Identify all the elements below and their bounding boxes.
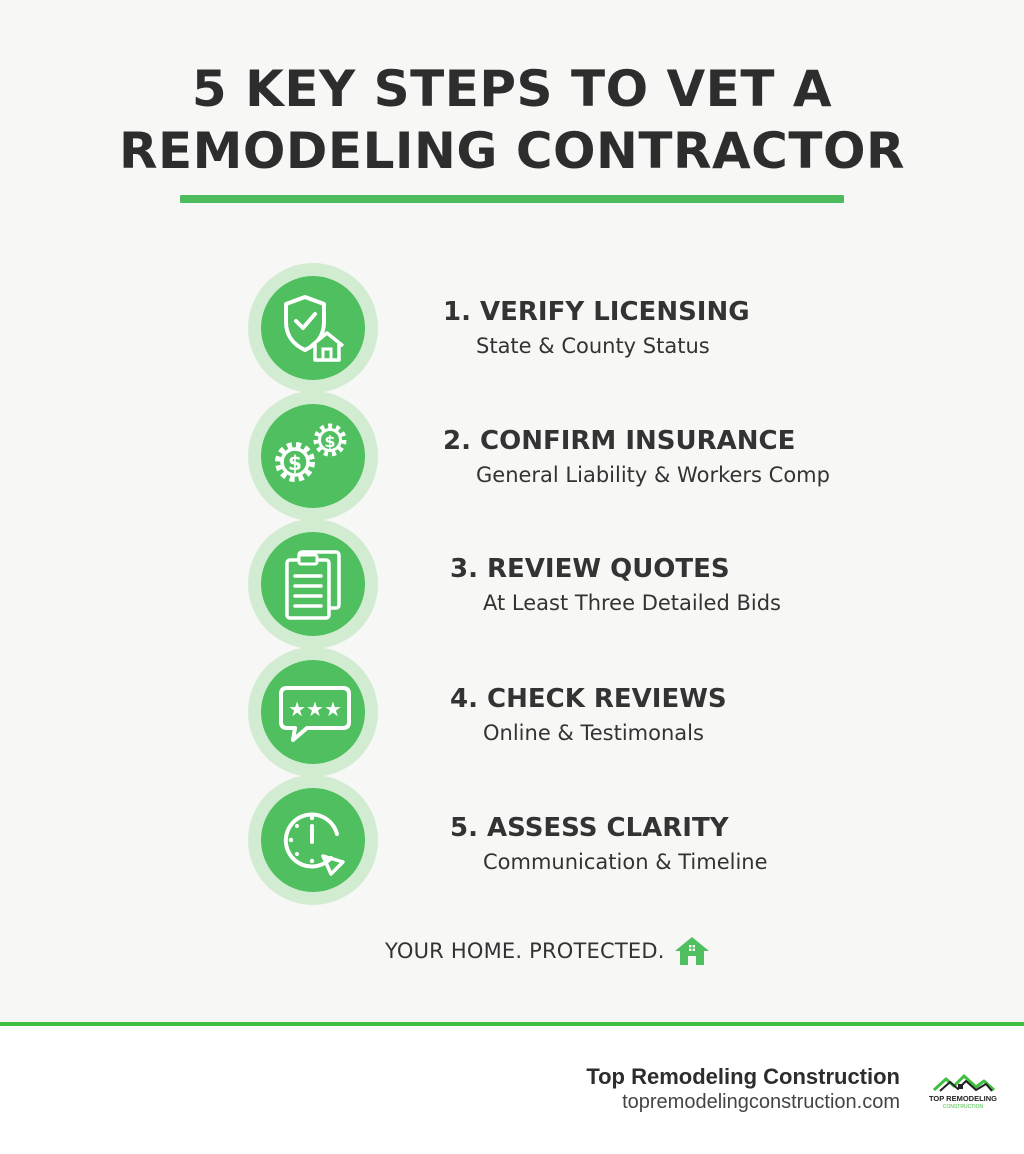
step-4 (450, 683, 870, 747)
step-4-title: 4. CHECK REVIEWS (450, 684, 727, 714)
title-line-1: 5 KEY STEPS TO VET A (191, 60, 833, 118)
step-1 (443, 296, 863, 360)
step-5-badge (248, 775, 378, 905)
step-2-subtitle: General Liability & Workers Comp (476, 463, 830, 487)
clipboard-document-icon (261, 532, 365, 636)
title-line-2: REMODELING CONTRACTOR (119, 122, 905, 180)
tagline-text: YOUR HOME. PROTECTED. (385, 939, 665, 963)
company-info (586, 1064, 900, 1114)
step-2 (443, 425, 863, 489)
dollar-gears-icon (261, 404, 365, 508)
step-3-subtitle: At Least Three Detailed Bids (483, 591, 781, 615)
step-4-badge (248, 647, 378, 777)
step-2-badge (248, 391, 378, 521)
step-3-title: 3. REVIEW QUOTES (450, 554, 730, 584)
svg-text:★★★: ★★★ (288, 697, 342, 721)
tagline (385, 934, 711, 968)
step-1-title: 1. VERIFY LICENSING (443, 297, 750, 327)
logo-line-1: TOP REMODELING (928, 1094, 998, 1103)
company-website[interactable]: topremodelingconstruction.com (622, 1091, 900, 1113)
footer-divider (0, 1022, 1024, 1026)
step-3 (450, 553, 870, 617)
logo-line-2: CONSTRUCTION (942, 1104, 984, 1110)
step-4-subtitle: Online & Testimonals (483, 721, 704, 745)
clock-arrow-icon (261, 788, 365, 892)
company-logo (928, 1070, 998, 1110)
step-1-badge (248, 263, 378, 393)
step-5-title: 5. ASSESS CLARITY (450, 813, 729, 843)
title-underline (180, 195, 844, 203)
step-5 (450, 812, 870, 876)
svg-text:$: $ (288, 451, 302, 475)
step-1-subtitle: State & County Status (476, 334, 710, 358)
page-title (0, 58, 1024, 182)
company-name: Top Remodeling Construction (586, 1064, 900, 1089)
step-5-subtitle: Communication & Timeline (483, 850, 768, 874)
rating-speech-bubble-icon (261, 660, 365, 764)
svg-text:$: $ (324, 432, 336, 451)
step-2-title: 2. CONFIRM INSURANCE (443, 426, 796, 456)
shield-check-house-icon (261, 276, 365, 380)
step-3-badge (248, 519, 378, 649)
house-icon (673, 935, 711, 967)
